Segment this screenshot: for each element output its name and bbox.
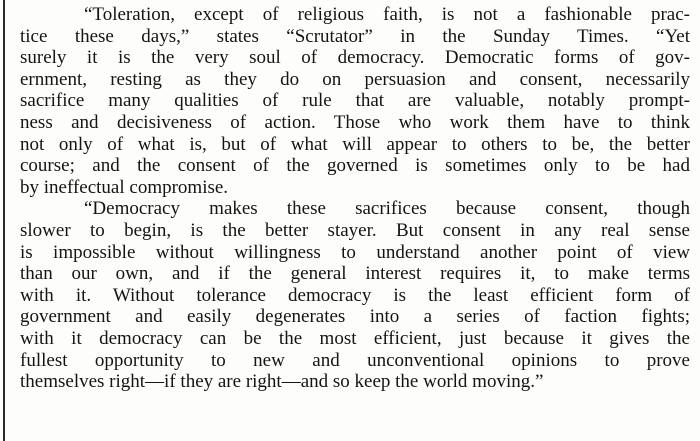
text-line: with it democracy can be the most efficient, just because it gives the xyxy=(20,327,690,349)
paragraph-1 xyxy=(20,4,690,198)
text-line: tice these days,” states “Scrutator” in the Sunday Times. “Yet xyxy=(20,25,690,47)
paragraph-2 xyxy=(20,198,690,392)
article-text xyxy=(20,4,690,393)
text-line: “Democracy makes these sacrifices because consent, though xyxy=(84,198,690,220)
text-line: by ineffectual compromise. xyxy=(20,176,229,198)
text-line: ness and decisiveness of action. Those who work them have to think xyxy=(20,111,690,133)
text-line: themselves right—if they are right—and so keep the world moving.” xyxy=(20,371,544,393)
text-line: ernment, resting as they do on persuasion and consent, necessarily xyxy=(20,68,690,90)
text-line: slower to begin, is the better stayer. But consent in any real sense xyxy=(20,219,690,241)
text-line: than our own, and if the general interest requires it, to make terms xyxy=(20,263,690,285)
text-line: not only of what is, but of what will appear to others to be, the better xyxy=(20,133,690,155)
text-line: “Toleration, except of religious faith, is not a fashionable prac- xyxy=(84,4,690,25)
text-line: course; and the consent of the governed is sometimes only to be had xyxy=(20,155,690,177)
text-line: with it. Without tolerance democracy is the least efficient form of xyxy=(20,284,690,306)
text-line: fullest opportunity to new and unconventional opinions to prove xyxy=(20,349,690,371)
text-line: sacrifice many qualities of rule that are valuable, notably prompt- xyxy=(20,90,690,112)
text-line: surely it is the very soul of democracy. Democratic forms of gov- xyxy=(20,47,690,69)
text-line: is impossible without willingness to understand another point of view xyxy=(20,241,690,263)
text-line: government and easily degenerates into a series of faction fights; xyxy=(20,306,690,328)
left-margin-rule xyxy=(3,0,5,441)
